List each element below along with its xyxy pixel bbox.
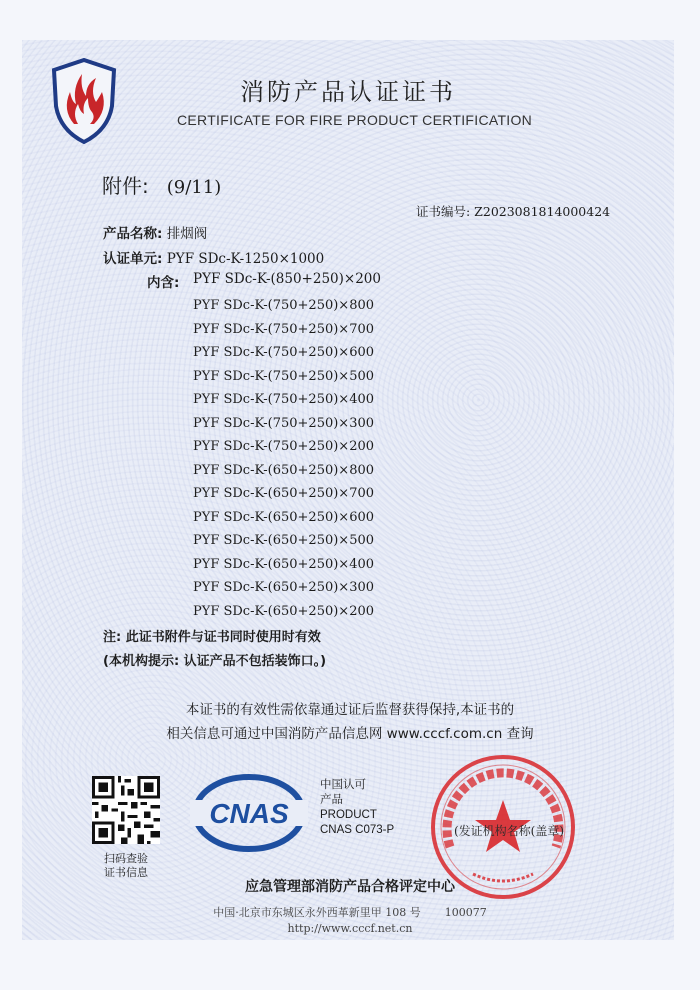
product-name-value: 排烟阀 [166,226,208,242]
list-item: PYF SDc-K-(750+250)×800 [193,298,375,313]
list-item: PYF SDc-K-(750+250)×700 [193,321,375,337]
accreditation-text [320,778,394,838]
contents-label: 内含: [147,275,180,291]
address-line [0,904,700,920]
certification-unit-field [103,247,324,267]
cnas-logo-text: CNAS [209,798,289,829]
flame-shield-icon [50,58,118,144]
certification-unit-value: PYF SDc-K-1250×1000 [166,251,325,267]
list-item: PYF SDc-K-(650+250)×200 [193,603,375,619]
list-item: PYF SDc-K-(650+250)×400 [193,556,375,572]
certificate-title-en: CERTIFICATE FOR FIRE PRODUCT CERTIFICATION [177,112,533,128]
accreditation-line-3: PRODUCT [320,809,377,821]
validity-line-2: 相关信息可通过中国消防产品信息网 www.cccf.com.cn 查询 [166,726,534,742]
list-item: PYF SDc-K-(650+250)×300 [193,580,375,595]
list-item: PYF SDc-K-(750+250)×400 [193,392,375,407]
attachment-heading [102,170,221,199]
qr-label-line-1: 扫码查验 [104,852,148,865]
list-item: PYF SDc-K-(750+250)×600 [193,345,375,360]
validity-line-1: 本证书的有效性需依靠通过证后监督获得保持,本证书的 [185,702,515,718]
note-validity: 注: 此证书附件与证书同时使用时有效 [103,630,321,645]
postal-code: 100077 [444,906,487,919]
qr-code[interactable] [92,776,160,844]
cnas-logo [190,772,308,854]
certificate-number: 证书编号: Z2023081814000424 [416,204,611,219]
list-item: PYF SDc-K-(650+250)×700 [193,486,375,501]
issuing-center-name: 应急管理部消防产品合格评定中心 [245,879,455,895]
attachment-label: 附件: [102,174,149,198]
product-name-field [103,222,207,242]
list-item: PYF SDc-K-(650+250)×600 [193,509,375,525]
note-prompt: (本机构提示: 认证产品不包括装饰口。) [103,654,327,669]
contents-first-item: PYF SDc-K-(850+250)×200 [193,271,381,287]
certification-unit-label: 认证单元: [103,251,163,267]
list-item: PYF SDc-K-(750+250)×200 [193,439,375,454]
accreditation-line-1: 中国认可 [320,779,366,791]
list-item: PYF SDc-K-(750+250)×300 [193,415,375,431]
contents-list [193,294,374,623]
issuer-label: (发证机构名称(盖章) [454,824,565,838]
website-link[interactable]: http://www.cccf.net.cn [287,922,413,935]
qr-label-line-2: 证书信息 [104,866,148,879]
contents-label-field [147,271,179,291]
list-item: PYF SDc-K-(750+250)×500 [193,368,375,384]
certificate-title-cn: 消防产品认证证书 [240,78,456,106]
list-item: PYF SDc-K-(650+250)×800 [193,462,375,478]
attachment-page: (9/11) [166,177,222,198]
accreditation-line-2: 产品 [320,794,343,806]
product-name-label: 产品名称: [103,226,163,242]
list-item: PYF SDc-K-(650+250)×500 [193,533,375,548]
address: 中国·北京市东城区永外西革新里甲 108 号 [213,906,421,919]
accreditation-line-4: CNAS C073-P [320,824,395,836]
